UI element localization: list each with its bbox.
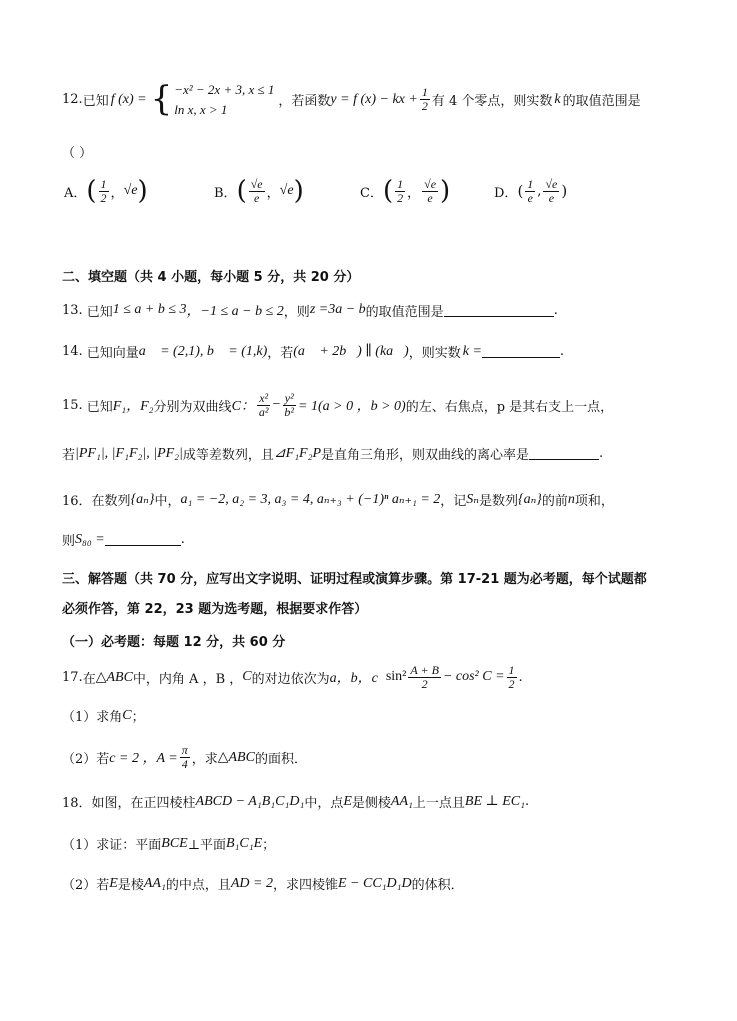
- question-17-part-1: （1）求角 C ；: [62, 707, 145, 725]
- question-18-part-1: （1）求证：平面 BCE ⊥平面 B₁C₁E ；: [62, 835, 276, 853]
- option-d[interactable]: D． ( $\frac{1}{e}$ , $\frac{√e}{e}$ ): [494, 177, 568, 205]
- q16-answer-blank[interactable]: [105, 533, 181, 546]
- q12-brace: {: [150, 78, 173, 119]
- option-b[interactable]: B． ( $\frac{√e}{e}$ ， √e ): [214, 176, 304, 207]
- q12-number: 12.: [62, 92, 83, 107]
- question-13: 13. 已知 1 ≤ a + b ≤ 3 ，−1 ≤ a − b ≤ 2 ，则 z = 3a − b 的取值范围是 .: [62, 302, 558, 320]
- question-15: 15. 已知 F₁，F₂ 分别为双曲线 C： $\frac{\text{x²}}{\text{a²}}$ − $\frac{\text{y²}}{\text{b²}}$ = 1(a > 0 ，b > 0) 的左、右焦点，p 是其右支上一点，: [62, 391, 614, 419]
- q12-function-y: y = f (x) − kx +: [330, 91, 418, 107]
- q12-answer-paren: （ ）: [62, 146, 93, 161]
- question-18: 18．如图，在正四棱柱 ABCD − A₁B₁C₁D₁ 中，点 E 是侧棱 AA₁ 上一点且 BE ⊥ EC₁ .: [62, 793, 530, 811]
- q12-text-2: ，若函数: [278, 94, 331, 109]
- q12-fx: f (x) =: [110, 91, 147, 107]
- section-3-heading-line-2: 必须作答，第 22，23 题为选考题，根据要求作答）: [62, 602, 368, 617]
- q12-text: 已知: [82, 94, 109, 109]
- q12-text-4: 的取值范围是: [562, 94, 641, 109]
- question-16: 16． 在数列 {aₙ} 中， a₁ = −2, a₂ = 3, a₃ = 4, aₙ₊₃ + (−1)ⁿ aₙ₊₁ = 2 ，记 Sₙ 是数列 {aₙ} 的前 n 项和，: [62, 491, 614, 509]
- q12-case-2: ln x, x > 1: [174, 101, 228, 117]
- section-3-heading-line-1: 三、解答题（共 70 分，应写出文字说明、证明过程或演算步骤。第 17-21 题为必考题，每个试题都: [62, 572, 647, 587]
- q12-case-1: −x² − 2x + 3, x ≤ 1: [174, 82, 275, 97]
- option-c[interactable]: C． ( $\frac{1}{2}$ ， $\frac{√e}{e}$ ): [360, 176, 451, 207]
- question-16-line-2: 则 S₈₀ = .: [62, 531, 185, 549]
- question-17: 17. 在 △ABC 中，内角 A ，B ， C 的对边依次为 a，b，c sin² $\frac{A + B}{2}$ − cos² C = $\frac{1}{2}$ .: [62, 663, 523, 691]
- question-15-line-2: 若 |PF₁|, |F₁F₂|, |PF₂| 成等差数列，且 ⊿F₁F₂P 是直角三角形，则双曲线的离心率是 .: [62, 445, 604, 463]
- question-18-part-2: （2）若 E 是棱 AA₁ 的中点，且 AD = 2 ，求四棱锥 E − CC₁D₁D 的体积．: [62, 875, 464, 893]
- option-a[interactable]: A． ( $\frac{1}{2}$ ， √e ): [64, 176, 148, 207]
- question-17-part-2: （2）若 c = 2 ，A = $\frac{\pi}{4}$ ，求 △ABC 的面积．: [62, 743, 307, 771]
- section-2-heading: 二、填空题（共 4 小题，每小题 5 分，共 20 分）: [62, 270, 360, 285]
- q15-answer-blank[interactable]: [529, 447, 599, 460]
- question-14: 14. 已知向量 a⃗ = (2,1), b⃗ = (1,k) ，若 (a⃗ + 2b⃗) ∥ (ka⃗) ，则实数 k = .: [62, 343, 565, 361]
- q12-text-3: 有 4 个零点，则实数: [431, 94, 553, 109]
- q12-piecewise: [174, 80, 274, 119]
- q12-k: k: [554, 91, 561, 107]
- section-3-subheading: （一）必考题：每题 12 分，共 60 分: [62, 635, 286, 650]
- question-12: [62, 80, 677, 119]
- q13-answer-blank[interactable]: [444, 304, 554, 317]
- q14-answer-blank[interactable]: [482, 345, 560, 358]
- q12-half: $\frac{1}{2}$: [421, 85, 428, 113]
